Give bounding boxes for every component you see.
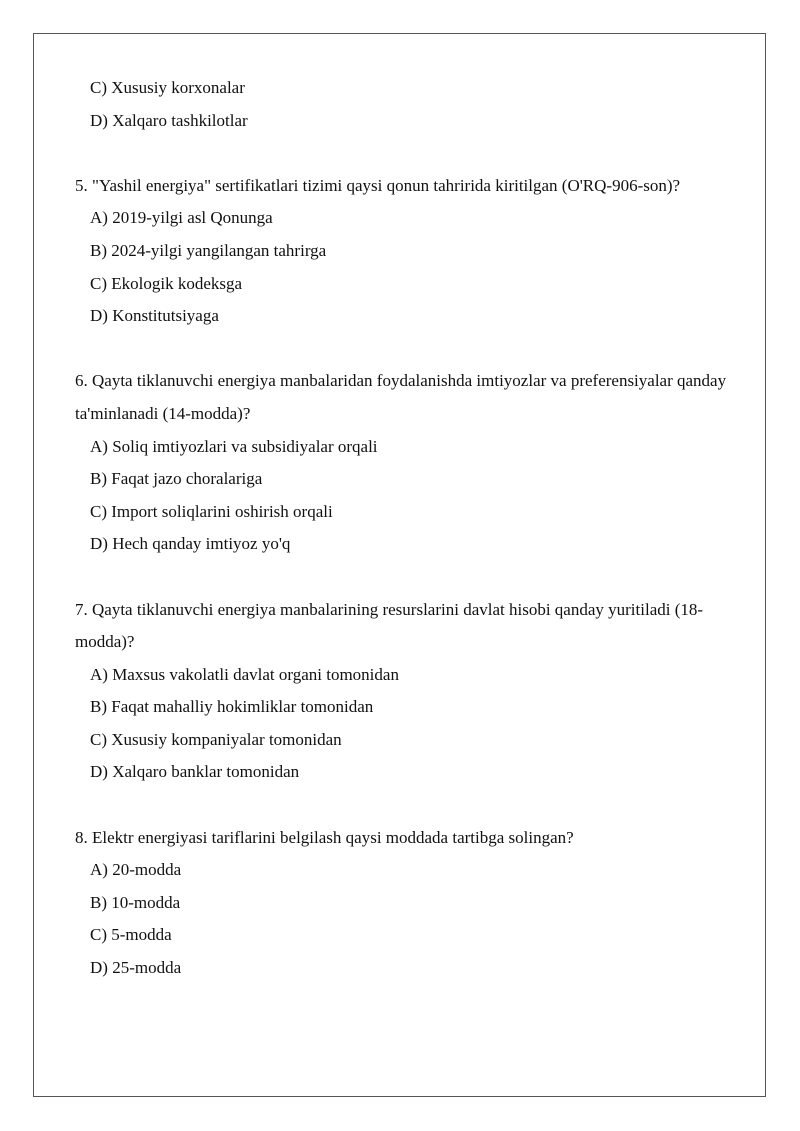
question-text: 7. Qayta tiklanuvchi energiya manbalarining resurslarini davlat hisobi qanday yuritiladi (18-modda)? [75, 599, 704, 652]
question-8 [75, 822, 745, 985]
option-d: D) Xalqaro banklar tomonidan [90, 762, 300, 782]
option-a: A) Maxsus vakolatli davlat organi tomonidan [90, 664, 399, 684]
option-d: D) Konstitutsiyaga [90, 306, 219, 326]
question-text: 6. Qayta tiklanuvchi energiya manbalaridan foydalanishda imtiyozlar va preferensiyalar qanday ta'minlanadi (14-modda)? [75, 371, 727, 423]
option-c: C) Ekologik kodeksga [90, 273, 243, 293]
option-b: B) 2024-yilgi yangilangan tahrirga [90, 240, 327, 260]
question-5 [75, 170, 745, 333]
continued-options [75, 72, 745, 137]
option-c: C) Xususiy kompaniyalar tomonidan [90, 729, 342, 749]
question-7 [75, 594, 745, 790]
option-c: C) Xususiy korxonalar [90, 78, 245, 97]
question-text: 8. Elektr energiyasi tariflarini belgilash qaysi moddada tartibga solingan? [75, 827, 574, 847]
question-text: 5. "Yashil energiya" sertifikatlari tizimi qaysi qonun tahririda kiritilgan (O'RQ-906-son)? [75, 175, 681, 195]
document-body [75, 72, 745, 985]
option-d: D) Hech qanday imtiyoz yo'q [90, 534, 291, 554]
option-c: C) Import soliqlarini oshirish orqali [90, 501, 333, 521]
option-b: B) Faqat mahalliy hokimliklar tomonidan [90, 697, 374, 717]
option-d: D) Xalqaro tashkilotlar [90, 110, 248, 130]
option-a: A) 2019-yilgi asl Qonunga [90, 208, 273, 228]
option-d: D) 25-modda [90, 958, 182, 978]
question-6 [75, 365, 745, 561]
option-a: A) 20-modda [90, 860, 182, 880]
option-b: B) 10-modda [90, 892, 181, 912]
option-b: B) Faqat jazo choralariga [90, 469, 263, 489]
option-c: C) 5-modda [90, 925, 172, 945]
option-a: A) Soliq imtiyozlari va subsidiyalar orqali [90, 436, 378, 456]
